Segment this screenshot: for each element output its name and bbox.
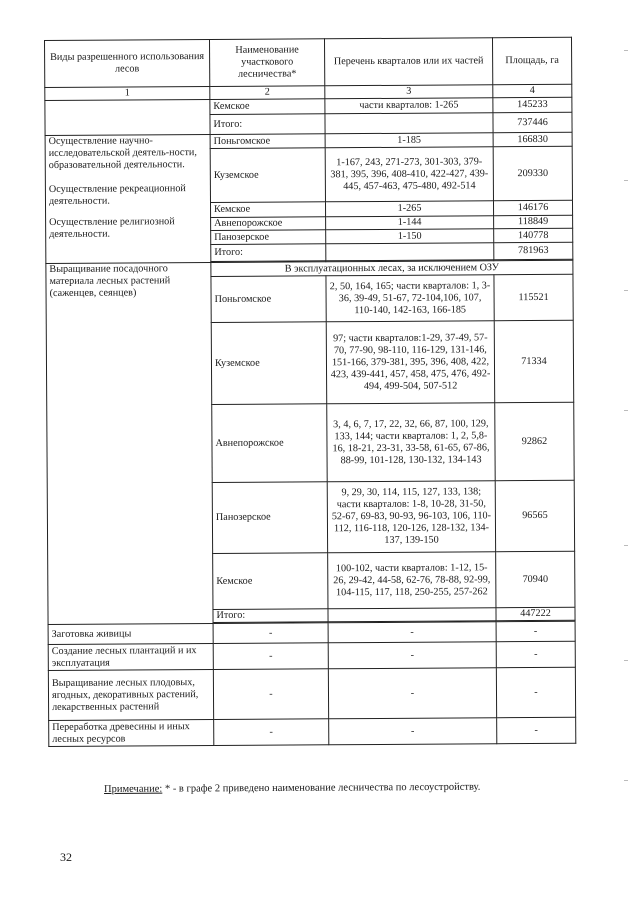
forestry-cell: Куземское [211, 322, 326, 405]
area-cell: 92862 [495, 402, 574, 480]
header-row [45, 37, 572, 87]
blocks-cell: 2, 50, 164, 165; части кварталов: 1, 3-36, 39-49, 51-67, 72-104,106, 107, 110-140, 142-163, 166-185 [326, 275, 494, 322]
use-type-research: Осуществление научно-исследовательской деятель-ности, образовательной деятельности. [48, 135, 197, 171]
area-cell: 209330 [493, 146, 572, 200]
table-row [48, 641, 575, 670]
forest-use-table [44, 37, 576, 747]
header-forestry: Наименование участкового лесничества* [209, 39, 324, 87]
header-area: Площадь, га [492, 37, 571, 84]
area-cell: 146176 [493, 200, 572, 215]
total-area: 781963 [494, 242, 573, 259]
forestry-cell: Кемское [210, 202, 325, 218]
forestry-cell: Поньгомское [210, 134, 325, 149]
edge-mark [624, 660, 628, 661]
edge-mark [624, 50, 628, 51]
area-cell: 145233 [493, 97, 572, 112]
column-number-3: 3 [325, 85, 493, 99]
forestry-cell: Кемское [213, 553, 328, 610]
column-number-1: 1 [45, 86, 210, 100]
footnote-text: * - в графе 2 приведено наименование лесничества по лесоустройству. [162, 781, 481, 795]
area-cell: 70940 [496, 551, 575, 607]
blocks-cell: - [328, 622, 496, 643]
forestry-cell: Панозерское [212, 482, 327, 554]
footnote-label: Примечание: [104, 783, 163, 795]
blocks-cell: 3, 4, 6, 7, 17, 22, 32, 66, 87, 100, 129, 133, 144; части кварталов: 1, 2, 5,8-16, 18-21, 23-31, 33-58, 61-65, 67-86, 88-99, 101-128, 130-132, 134-143 [327, 403, 495, 482]
blocks-cell-empty [326, 243, 494, 261]
exploitation-forests-subheader: В эксплуатационных лесах, за исключением ОЗУ [211, 260, 573, 276]
total-area: 737446 [493, 112, 572, 132]
column-number-4: 4 [493, 84, 572, 97]
blocks-cell: - [329, 718, 497, 745]
blocks-cell: 1-265 [325, 201, 493, 217]
forestry-cell: - [213, 643, 328, 670]
edge-mark [624, 410, 628, 411]
edge-mark [624, 180, 628, 181]
use-type-fruit-berry: Выращивание лесных плодовых, ягодных, декоративных растений, лекарственных растений [48, 669, 213, 720]
blocks-cell: - [328, 668, 496, 719]
edge-mark [624, 290, 628, 291]
area-cell: - [496, 667, 575, 717]
forestry-cell: Панозерское [211, 230, 326, 245]
header-blocks: Перечень кварталов или их частей [324, 38, 492, 86]
area-cell: - [497, 717, 576, 743]
area-cell: 140778 [494, 228, 573, 242]
blocks-cell: 9, 29, 30, 114, 115, 127, 133, 138; части кварталов: 1-8, 10-28, 31-50, 52-67, 69-83, 90-93, 96-103, 106, 110-112, 116-118, 120-126, 128-132, 134-137, 139-150 [327, 481, 495, 553]
table-row [49, 717, 576, 746]
edge-mark [624, 545, 628, 546]
use-type-resin: Заготовка живицы [48, 623, 213, 644]
blocks-cell: 1-185 [325, 133, 493, 148]
area-cell: 71334 [494, 320, 573, 402]
forestry-cell: Куземское [210, 148, 325, 203]
blocks-cell: 1-167, 243, 271-273, 301-303, 379-381, 395, 396, 408-410, 422-427, 439-445, 457-463, 475-480, 492-514 [325, 147, 493, 202]
area-cell: 115521 [494, 274, 573, 320]
area-cell: 96565 [495, 480, 574, 551]
edge-mark [624, 780, 628, 781]
total-label: Итого: [213, 609, 328, 623]
forestry-cell: Авнепорожское [211, 217, 326, 231]
forestry-cell: Авнепорожское [212, 404, 327, 483]
forestry-cell: - [213, 669, 328, 720]
header-use-type: Виды разрешенного использования лесов [45, 39, 210, 87]
blocks-cell: 1-144 [326, 216, 494, 230]
forestry-cell: - [213, 623, 328, 644]
blocks-cell: части кварталов: 1-265 [325, 98, 493, 114]
use-type-seedlings: Выращивание посадочного материала лесных растений (саженцев, сеянцев) [46, 262, 213, 624]
area-cell: - [496, 641, 575, 667]
table-row [48, 667, 575, 720]
use-type-cell-empty [45, 99, 210, 135]
total-area: 447222 [496, 607, 575, 620]
total-label: Итого: [211, 244, 326, 262]
total-label: Итого: [210, 114, 325, 135]
use-type-recreation: Осуществление рекреационной деятельности. [48, 183, 186, 207]
use-type-cell [45, 134, 211, 263]
use-type-plantations: Создание лесных плантаций и их эксплуатация [48, 643, 213, 670]
page-number: 32 [60, 850, 72, 864]
column-number-2: 2 [210, 86, 325, 100]
blocks-cell: - [328, 642, 496, 669]
footnote [104, 782, 480, 795]
blocks-cell-empty [325, 113, 493, 134]
area-cell: - [496, 621, 575, 641]
blocks-cell: 1-150 [326, 229, 494, 244]
forestry-cell: Поньгомское [211, 276, 326, 323]
blocks-cell-empty [328, 608, 496, 622]
blocks-cell: 97; части кварталов:1-29, 37-49, 57-70, 77-90, 98-110, 116-129, 131-146, 151-166, 379-381, 395, 396, 408, 422, 423, 439-441, 457, 458, 475, 476, 492-494, 499-504, 507-512 [326, 321, 494, 404]
forestry-cell: - [214, 719, 329, 746]
forestry-cell: Кемское [210, 99, 325, 115]
use-type-wood-processing: Переработка древесины и иных лесных ресурсов [49, 719, 214, 746]
area-cell: 166830 [493, 132, 572, 146]
use-type-religious: Осуществление религиозной деятельности. [49, 216, 175, 240]
blocks-cell: 100-102, части кварталов: 1-12, 15-26, 29-42, 44-58, 62-76, 78-88, 92-99, 104-115, 117, 118, 250-255, 257-262 [328, 552, 496, 609]
area-cell: 118849 [494, 215, 573, 228]
